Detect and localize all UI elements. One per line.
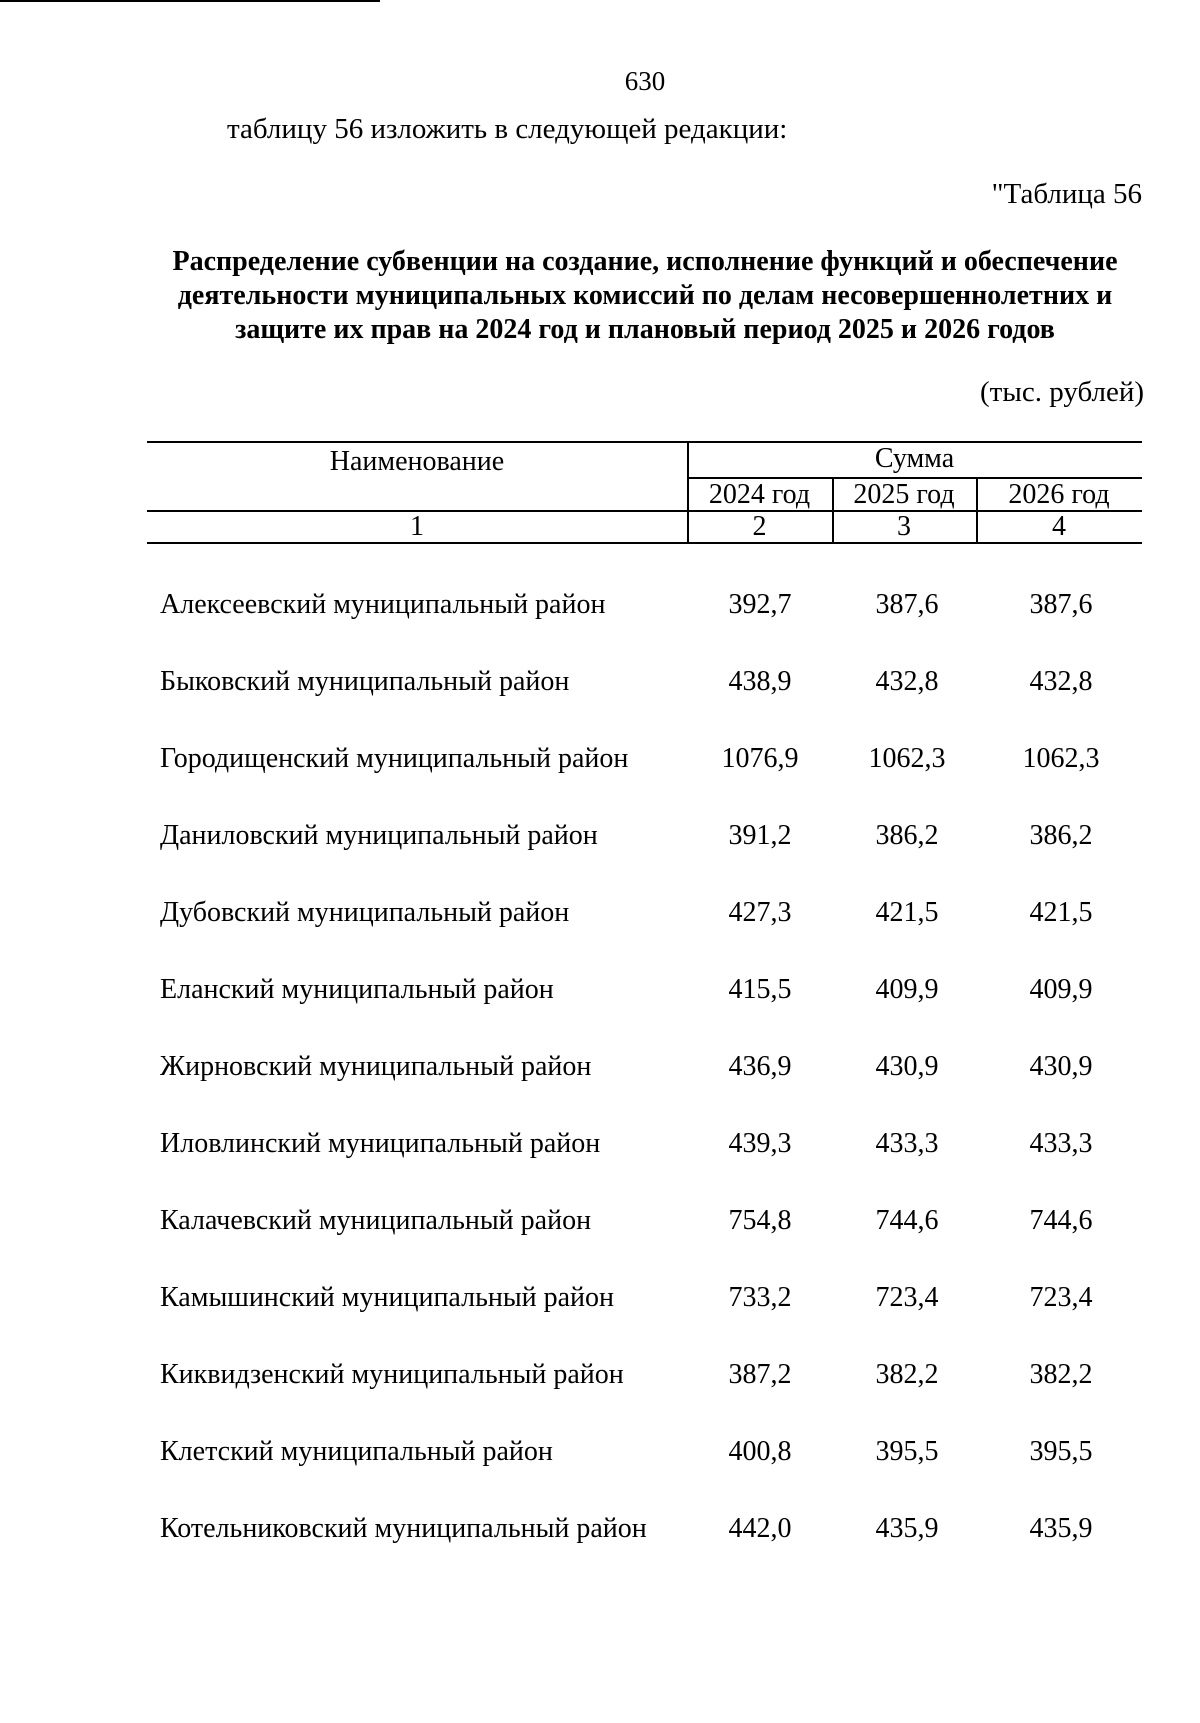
- table-row: [0, 1108, 1200, 1185]
- table-row: [0, 1339, 1200, 1416]
- row-value-2025: 432,8: [875, 666, 939, 697]
- row-name: Городищенский муниципальный район: [160, 743, 629, 774]
- header-col-number-2: 2: [752, 511, 767, 542]
- row-name: Клетский муниципальный район: [160, 1436, 553, 1467]
- table-row: [0, 1416, 1200, 1493]
- row-name: Еланский муниципальный район: [160, 974, 554, 1005]
- row-value-2024: 442,0: [728, 1513, 792, 1544]
- table-row: [0, 800, 1200, 877]
- table-row: [0, 954, 1200, 1031]
- header-year-2026: 2026 год: [1008, 479, 1110, 510]
- table-title: Распределение субвенции на создание, исполнение функций и обеспечение деятельности муниципальных комиссий по делам несовершеннолетних и защите их прав на 2024 год и плановый период 2025 и 2026 годов: [172, 246, 1118, 345]
- row-value-2026: 386,2: [1029, 820, 1093, 851]
- top-rule: [0, 0, 380, 2]
- row-value-2024: 427,3: [728, 897, 792, 928]
- table-row: [0, 1262, 1200, 1339]
- header-name: Наименование: [329, 446, 505, 477]
- row-value-2026: 432,8: [1029, 666, 1093, 697]
- intro-text: таблицу 56 изложить в следующей редакции:: [227, 113, 788, 145]
- header-col-number-3: 3: [897, 511, 911, 542]
- header-col-number-4: 4: [1052, 511, 1066, 542]
- row-value-2025: 387,6: [875, 589, 939, 620]
- table-label: "Таблица 56: [991, 178, 1142, 210]
- header-year-2025: 2025 год: [853, 479, 955, 510]
- row-name: Алексеевский муниципальный район: [160, 589, 606, 620]
- row-name: Жирновский муниципальный район: [160, 1051, 592, 1082]
- row-value-2025: 386,2: [875, 820, 939, 851]
- row-value-2025: 430,9: [875, 1051, 939, 1082]
- row-name: Камышинский муниципальный район: [160, 1282, 615, 1313]
- row-value-2024: 733,2: [728, 1282, 792, 1313]
- row-value-2026: 1062,3: [1022, 743, 1100, 774]
- row-value-2025: 435,9: [875, 1513, 939, 1544]
- row-name: Даниловский муниципальный район: [160, 820, 598, 851]
- row-value-2024: 438,9: [728, 666, 792, 697]
- unit-label: (тыс. рублей): [980, 376, 1144, 408]
- row-value-2026: 387,6: [1029, 589, 1093, 620]
- row-name: Дубовский муниципальный район: [160, 897, 570, 928]
- row-value-2026: 744,6: [1029, 1205, 1093, 1236]
- row-value-2026: 421,5: [1029, 897, 1093, 928]
- table-row: [0, 1031, 1200, 1108]
- row-name: Иловлинский муниципальный район: [160, 1128, 601, 1159]
- row-value-2025: 433,3: [875, 1128, 939, 1159]
- row-value-2026: 435,9: [1029, 1513, 1093, 1544]
- row-value-2024: 392,7: [728, 589, 792, 620]
- table-row: [0, 1493, 1200, 1570]
- row-value-2025: 744,6: [875, 1205, 939, 1236]
- row-value-2026: 409,9: [1029, 974, 1093, 1005]
- table-row: [0, 646, 1200, 723]
- row-value-2024: 391,2: [728, 820, 792, 851]
- row-value-2025: 723,4: [875, 1282, 939, 1313]
- row-value-2025: 409,9: [875, 974, 939, 1005]
- table-row: [0, 877, 1200, 954]
- row-value-2026: 433,3: [1029, 1128, 1093, 1159]
- row-value-2024: 415,5: [728, 974, 792, 1005]
- table-row: [0, 723, 1200, 800]
- table-row: [0, 1185, 1200, 1262]
- row-name: Быковский муниципальный район: [160, 666, 570, 697]
- header-sum: Сумма: [874, 443, 955, 474]
- row-value-2024: 387,2: [728, 1359, 792, 1390]
- row-value-2024: 754,8: [728, 1205, 792, 1236]
- row-value-2025: 395,5: [875, 1436, 939, 1467]
- row-value-2025: 421,5: [875, 897, 939, 928]
- row-value-2026: 430,9: [1029, 1051, 1093, 1082]
- table-row: [0, 569, 1200, 646]
- row-name: Калачевский муниципальный район: [160, 1205, 592, 1236]
- table-header: [147, 441, 1142, 544]
- row-name: Киквидзенский муниципальный район: [160, 1359, 624, 1390]
- row-value-2024: 1076,9: [721, 743, 799, 774]
- row-value-2025: 382,2: [875, 1359, 939, 1390]
- row-value-2024: 400,8: [728, 1436, 792, 1467]
- row-name: Котельниковский муниципальный район: [160, 1513, 647, 1544]
- row-value-2025: 1062,3: [868, 743, 946, 774]
- row-value-2026: 723,4: [1029, 1282, 1093, 1313]
- row-value-2026: 382,2: [1029, 1359, 1093, 1390]
- header-year-2024: 2024 год: [708, 479, 811, 510]
- row-value-2026: 395,5: [1029, 1436, 1093, 1467]
- header-col-number-1: 1: [410, 511, 424, 542]
- row-value-2024: 436,9: [728, 1051, 792, 1082]
- page-number: 630: [624, 66, 666, 96]
- row-value-2024: 439,3: [728, 1128, 792, 1159]
